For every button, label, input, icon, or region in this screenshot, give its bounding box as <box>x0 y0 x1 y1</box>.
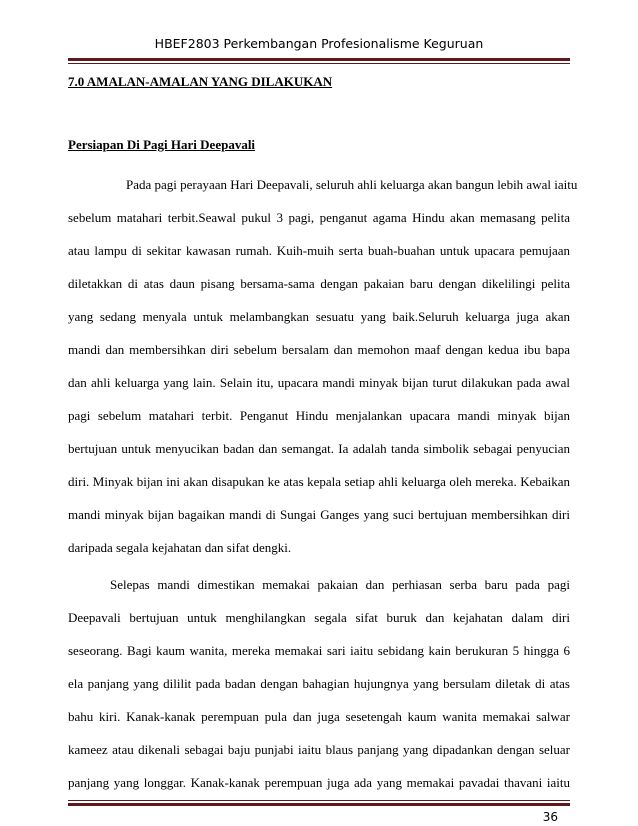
paragraph2-line: ela panjang yang dililit pada badan dengan bahagian hujungnya yang bersulam diletak di atas <box>68 676 570 691</box>
header-rule-thick <box>68 58 570 61</box>
section-heading: 7.0 AMALAN-AMALAN YANG DILAKUKAN <box>68 74 333 89</box>
subheading: Persiapan Di Pagi Hari Deepavali <box>68 137 256 152</box>
paragraph1-line: pagi sebelum matahari terbit. Penganut Hindu menjalankan upacara mandi minyak bijan <box>68 408 570 423</box>
paragraph2-line: seseorang. Bagi kaum wanita, mereka memakai sari iaitu sebidang kain berukuran 5 hingga 6 <box>68 643 570 658</box>
paragraph1-line: daripada segala kejahatan dan sifat dengki. <box>68 540 292 555</box>
paragraph2-line: panjang yang longgar. Kanak-kanak perempuan juga ada yang memakai pavadai thavani iaitu <box>68 775 570 790</box>
paragraph1-line: sebelum matahari terbit.Seawal pukul 3 pagi, penganut agama Hindu akan memasang pelita <box>68 210 570 225</box>
paragraph1-line: Pada pagi perayaan Hari Deepavali, seluruh ahli keluarga akan bangun lebih awal iaitu <box>126 177 578 192</box>
paragraph2-line: Selepas mandi dimestikan memakai pakaian dan perhiasan serba baru pada pagi <box>110 577 570 592</box>
paragraph2-line: bahu kiri. Kanak-kanak perempuan pula dan juga sesetengah kaum wanita memakai salwar <box>68 709 570 724</box>
paragraph1-line: diletakkan di atas daun pisang bersama-sama dengan pakaian baru dengan dikelilingi pelita <box>68 276 570 291</box>
paragraph1-line: yang sedang menyala untuk melambangkan sesuatu yang baik.Seluruh keluarga juga akan <box>68 309 570 324</box>
footer-rule-thick <box>68 803 570 806</box>
paragraph1-line: mandi minyak bijan bagaikan mandi di Sungai Ganges yang suci bertujuan membersihkan diri <box>68 507 570 522</box>
paragraph1-line: mandi dan membersihkan diri sebelum bersalam dan memohon maaf dengan kedua ibu bapa <box>68 342 570 357</box>
page-number: 36 <box>542 810 558 824</box>
paragraph1-line: dan ahli keluarga yang lain. Selain itu, upacara mandi minyak bijan turut dilakukan pada awal <box>68 375 570 390</box>
paragraph1-line: bertujuan untuk menyucikan badan dan semangat. Ia adalah tanda simbolik sebagai penyucian <box>68 441 570 456</box>
page-header-title: HBEF2803 Perkembangan Profesionalisme Keguruan <box>154 36 484 51</box>
paragraph2-line: Deepavali bertujuan untuk menghilangkan segala sifat buruk dan kejahatan dalam diri <box>68 610 570 625</box>
paragraph1-line: diri. Minyak bijan ini akan disapukan ke atas kepala setiap ahli keluarga oleh mereka. Kebaikan <box>68 474 570 489</box>
header-rule-thin <box>68 63 570 64</box>
paragraph2-line: kameez atau dikenali sebagai baju punjabi iaitu blaus panjang yang dipadankan dengan seluar <box>68 742 570 757</box>
paragraph1-line: atau lampu di sekitar kawasan rumah. Kuih-muih serta buah-buahan untuk upacara pemujaan <box>68 243 570 258</box>
footer-rule-thin <box>68 800 570 801</box>
